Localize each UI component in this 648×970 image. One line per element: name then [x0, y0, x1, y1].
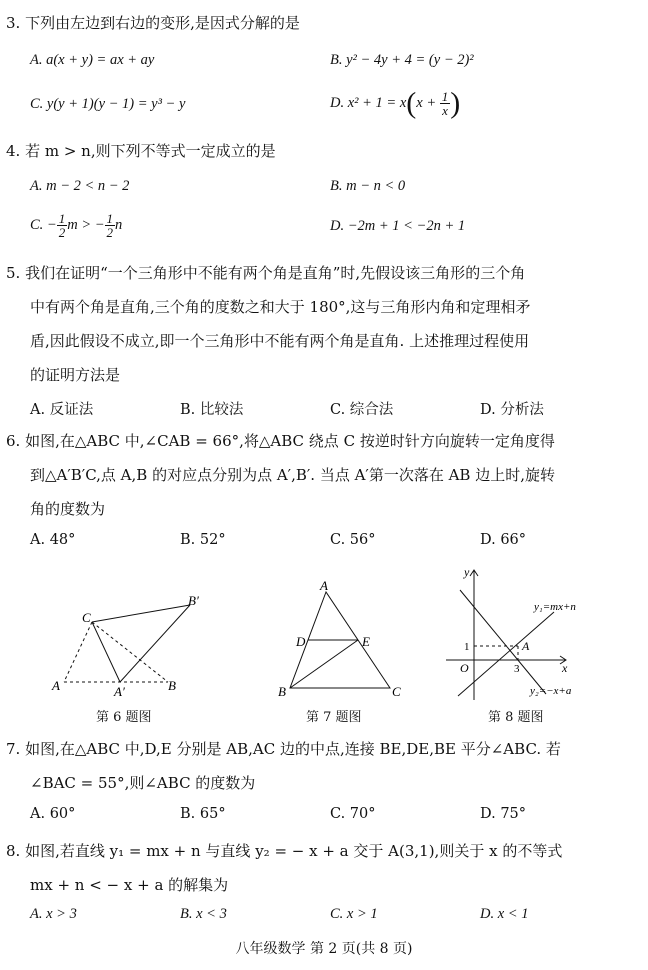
q6-line-3: 角的度数为: [30, 500, 106, 518]
q8-option-d: D. x < 1: [480, 906, 529, 922]
q7-option-a: A. 60°: [30, 806, 76, 822]
figures-row: [0, 560, 648, 730]
q6-option-d: D. 66°: [480, 532, 527, 548]
q6-line-1: 6. 如图,在△ABC 中,∠CAB = 66°,将△ABC 绕点 C 按逆时针方向旋转一定角度得: [6, 432, 555, 450]
fig8-caption: 第 8 题图: [488, 710, 544, 725]
q4-option-a: A. m − 2 < n − 2: [30, 178, 130, 194]
q5-line-3: 盾,因此假设不成立,即一个三角形中不能有两个角是直角. 上述推理过程使用: [30, 332, 530, 350]
q3-option-d-fraction: $\frac{1}{x}$: [441, 89, 449, 118]
fig6-caption: 第 6 题图: [96, 710, 152, 725]
fig6-label-aprime: A′: [114, 684, 125, 699]
figure-8: [446, 570, 566, 700]
q3-stem: 3. 下列由左边到右边的变形,是因式分解的是: [6, 14, 300, 32]
q3-option-d-prefix: D. x² + 1 = x: [330, 94, 407, 111]
q4-stem: 4. 若 m > n,则下列不等式一定成立的是: [6, 142, 276, 160]
q5-option-d: D. 分析法: [480, 402, 544, 418]
fig8-label-origin: O: [460, 661, 469, 675]
fig8-label-x: x: [562, 661, 568, 675]
fig8-label-point-a: A: [522, 639, 530, 653]
fig8-label-y2: y₂=−x+a: [530, 685, 572, 697]
q8-option-b: B. x < 3: [180, 906, 227, 922]
q7-option-b: B. 65°: [180, 806, 226, 822]
q3-option-a: A. a(x + y) = ax + ay: [30, 52, 155, 68]
fig7-caption: 第 7 题图: [306, 710, 362, 725]
fig6-label-c: C: [82, 610, 91, 625]
fig7-label-d: D: [296, 634, 306, 649]
q4-option-c-fraction-1: $\frac{1}{2}$: [58, 211, 66, 240]
q3-option-b: B. y² − 4y + 4 = (y − 2)²: [330, 52, 474, 68]
q4-option-b: B. m − n < 0: [330, 178, 406, 194]
q6-option-c: C. 56°: [330, 532, 376, 548]
fig6-segment-cbp: [92, 605, 190, 622]
q3-option-c: C. y(y + 1)(y − 1) = y³ − y: [30, 96, 186, 112]
q5-option-b: B. 比较法: [180, 402, 244, 418]
page-footer: 八年级数学 第 2 页(共 8 页): [235, 941, 413, 957]
fig6-segment-bpap: [120, 605, 190, 682]
q5-option-a: A. 反证法: [30, 402, 94, 418]
q4-option-d: D. −2m + 1 < −2n + 1: [330, 218, 466, 234]
q3-option-d: D. x² + 1 = x(x + $\frac{1}{x}$ ): [330, 86, 461, 120]
q3-option-d-inner: x +: [416, 94, 437, 111]
q7-line-2: ∠BAC = 55°,则∠ABC 的度数为: [30, 774, 256, 792]
fig8-label-one: 1: [464, 641, 470, 653]
q6-option-b: B. 52°: [180, 532, 226, 548]
q5-line-2: 中有两个角是直角,三个角的度数之和大于 180°,这与三角形内角和定理相矛: [30, 298, 531, 316]
fig8-line-y1: [458, 612, 554, 696]
fig6-label-bprime: B′: [188, 593, 199, 608]
fig8-label-y: y: [464, 565, 470, 579]
q5-line-4: 的证明方法是: [30, 366, 121, 384]
q7-line-1: 7. 如图,在△ABC 中,D,E 分别是 AB,AC 边的中点,连接 BE,DE,BE 平分∠ABC. 若: [6, 740, 561, 758]
fig7-label-c: C: [392, 684, 401, 699]
fig7-label-a: A: [320, 578, 328, 593]
q7-option-d: D. 75°: [480, 806, 527, 822]
q4-option-c-fraction-2: $\frac{1}{2}$: [106, 211, 114, 240]
fig6-segment-cb: [92, 622, 168, 682]
q6-option-a: A. 48°: [30, 532, 76, 548]
q8-option-a: A. x > 3: [30, 906, 77, 922]
fig7-label-b: B: [278, 684, 286, 699]
fig8-label-y1: y₁=mx+n: [534, 601, 576, 613]
q5-option-c: C. 综合法: [330, 402, 394, 418]
fig6-segment-cap: [92, 622, 120, 682]
fig6-segment-ca: [64, 622, 92, 682]
q8-line-1: 8. 如图,若直线 y₁ = mx + n 与直线 y₂ = − x + a 交于 A(3,1),则关于 x 的不等式: [6, 842, 563, 860]
q5-line-1: 5. 我们在证明“一个三角形中不能有两个角是直角”时,先假设该三角形的三个角: [6, 264, 526, 282]
fig7-label-e: E: [362, 634, 370, 649]
q4-option-c: C. − $\frac{1}{2}$ m > − $\frac{1}{2}$ n: [30, 211, 123, 240]
fig6-label-a: A: [52, 678, 60, 693]
fig6-label-b: B: [168, 678, 176, 693]
q7-option-c: C. 70°: [330, 806, 376, 822]
q8-option-c: C. x > 1: [330, 906, 378, 922]
q6-line-2: 到△A′B′C,点 A,B 的对应点分别为点 A′,B′. 当点 A′第一次落在 AB 边上时,旋转: [30, 466, 555, 484]
fig8-label-three: 3: [514, 663, 520, 675]
q8-line-2: mx + n < − x + a 的解集为: [30, 876, 229, 894]
